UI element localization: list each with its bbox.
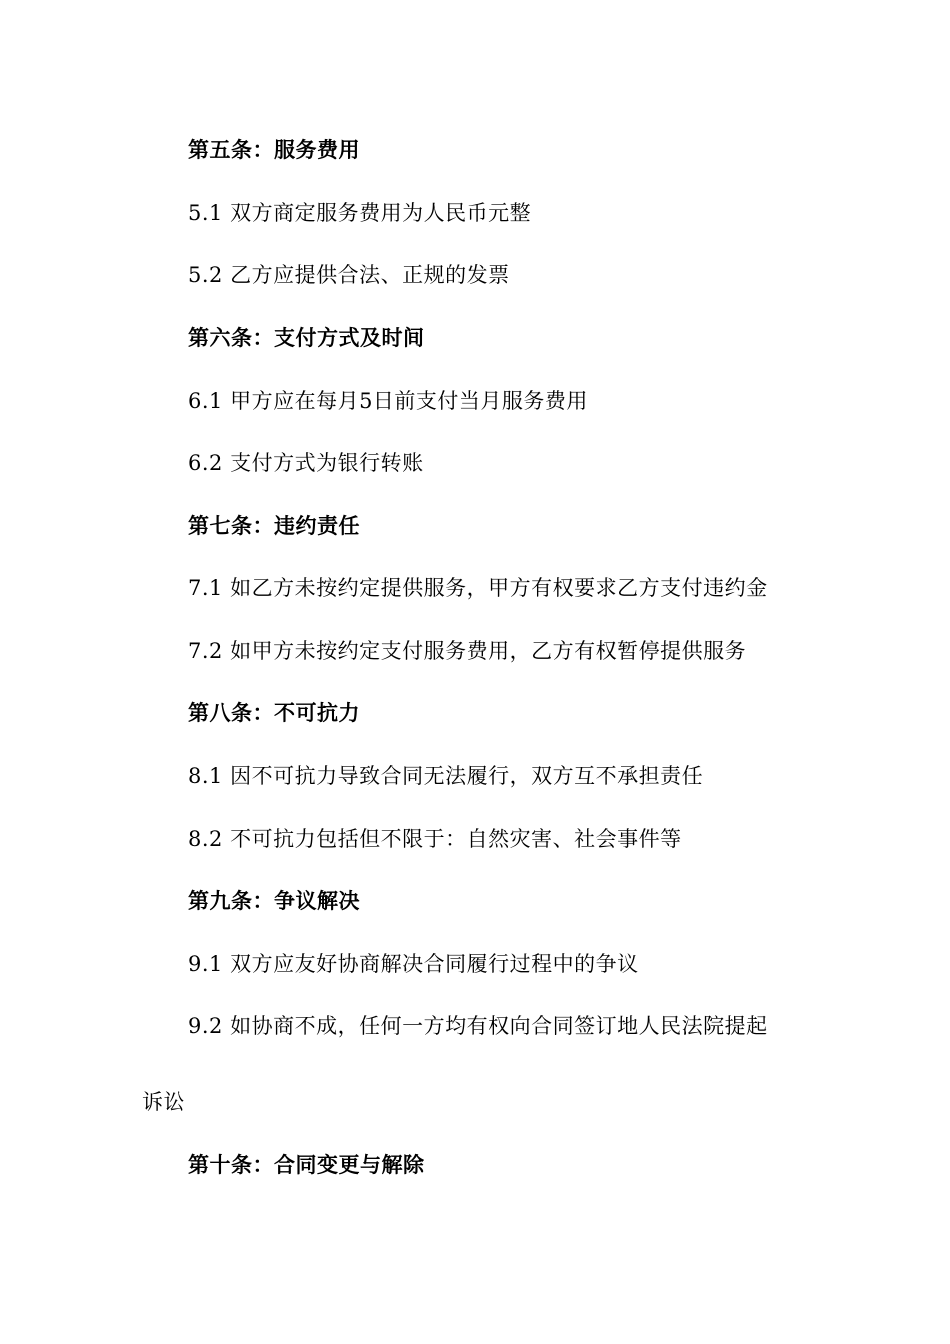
clause-8-1: 8.1 因不可抗力导致合同无法履行，双方互不承担责任 (188, 764, 704, 788)
clause-5-2: 5.2 乙方应提供合法、正规的发票 (188, 263, 510, 287)
section-heading-8: 第八条：不可抗力 (188, 701, 360, 725)
clause-9-1: 9.1 双方应友好协商解决合同履行过程中的争议 (188, 952, 639, 976)
clause-7-1: 7.1 如乙方未按约定提供服务，甲方有权要求乙方支付违约金 (188, 576, 768, 600)
clause-7-2: 7.2 如甲方未按约定支付服务费用，乙方有权暂停提供服务 (188, 639, 747, 663)
clause-6-1: 6.1 甲方应在每月5日前支付当月服务费用 (188, 389, 588, 413)
section-heading-6: 第六条：支付方式及时间 (188, 326, 425, 350)
section-heading-9: 第九条：争议解决 (188, 889, 360, 913)
clause-6-2: 6.2 支付方式为银行转账 (188, 451, 424, 475)
clause-5-1: 5.1 双方商定服务费用为人民币元整 (188, 201, 532, 225)
clause-9-2-continuation: 诉讼 (142, 1090, 185, 1114)
section-heading-5: 第五条：服务费用 (188, 138, 360, 162)
section-heading-7: 第七条：违约责任 (188, 514, 360, 538)
clause-8-2: 8.2 不可抗力包括但不限于：自然灾害、社会事件等 (188, 827, 682, 851)
clause-9-2: 9.2 如协商不成，任何一方均有权向合同签订地人民法院提起 (188, 1014, 768, 1038)
section-heading-10: 第十条：合同变更与解除 (188, 1153, 425, 1177)
